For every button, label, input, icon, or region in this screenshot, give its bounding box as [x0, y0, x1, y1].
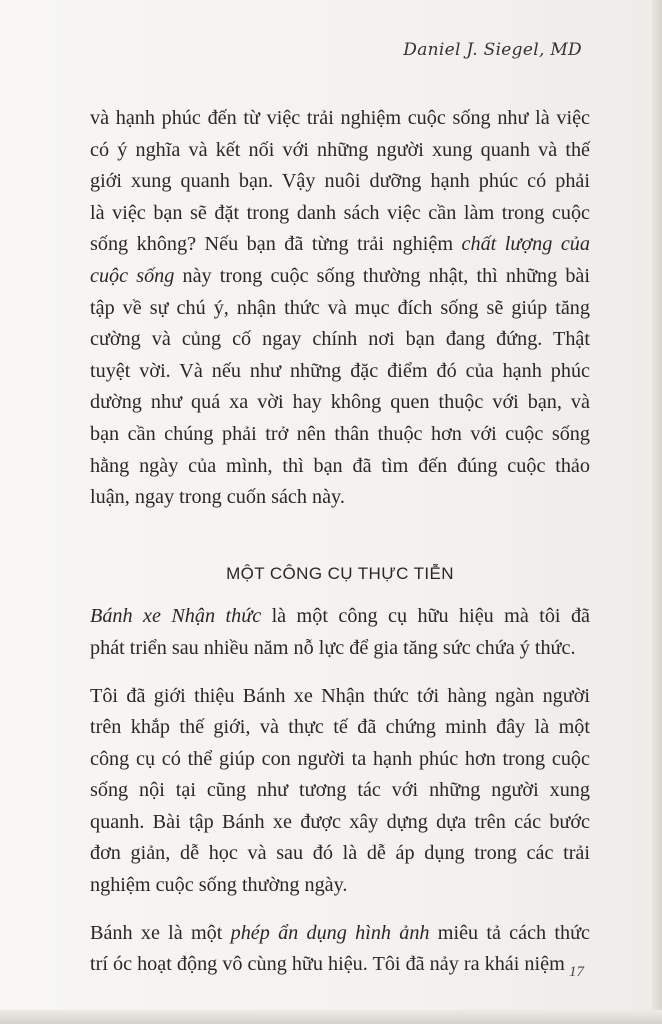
- text-run: tập về sự chú ý, nhận thức và mục đích sống sẽ giúp tăng: [90, 296, 590, 319]
- text-line: [90, 356, 590, 388]
- text-run: giới xung quanh bạn. Vậy nuôi dưỡng hạnh phúc có phải: [90, 170, 590, 193]
- paragraph-gap: [90, 665, 590, 681]
- page-edge-bottom: [0, 1010, 662, 1024]
- text-line: [90, 103, 590, 135]
- text-line: [90, 261, 590, 293]
- section-paragraphs: [90, 601, 590, 981]
- italic-text: phép ẩn dụng hình ảnh: [230, 921, 430, 944]
- italic-text: Bánh xe Nhận thức: [90, 605, 262, 628]
- text-run: là một công cụ hữu hiệu mà tôi đã: [261, 605, 590, 628]
- page-number: 17: [569, 964, 584, 980]
- text-line: [90, 198, 590, 230]
- paragraph: [90, 103, 590, 514]
- text-line: [90, 949, 590, 981]
- italic-text: cuộc sống: [90, 264, 175, 287]
- text-line: [90, 633, 590, 665]
- text-line: [90, 482, 590, 514]
- text-line: [90, 419, 590, 451]
- text-line: [90, 229, 590, 261]
- text-line: [90, 601, 590, 633]
- text-run: sống không? Nếu bạn đã từng trải nghiệm: [90, 233, 462, 256]
- text-line: [90, 387, 590, 419]
- body-text: [90, 103, 590, 981]
- text-run: Bánh xe là một: [90, 921, 231, 944]
- text-run: đơn giản, dễ học và sau đó là dễ áp dụng trong các trải: [90, 842, 590, 865]
- text-run: sống nội tại cũng như tương tác với những người xung: [90, 779, 590, 802]
- text-run: Tôi đã giới thiệu Bánh xe Nhận thức tới hàng ngàn người: [90, 684, 590, 707]
- paragraph-gap: [90, 902, 590, 918]
- text-line: [90, 744, 590, 776]
- paragraph: [90, 681, 590, 902]
- text-line: [90, 838, 590, 870]
- text-line: [90, 807, 590, 839]
- text-line: [90, 166, 590, 198]
- text-run: trên khắp thế giới, và thực tế đã chứng minh đây là một: [90, 716, 590, 739]
- text-run: này trong cuộc sống thường nhật, thì những bài: [174, 264, 590, 287]
- section-title: MỘT CÔNG CỤ THỰC TIỄN: [226, 563, 454, 583]
- text-run: hằng ngày của mình, thì bạn đã tìm đến đúng cuộc thảo: [90, 454, 590, 477]
- text-run: dường như quá xa vời hay không quen thuộc với bạn, và: [90, 391, 590, 414]
- text-line: [90, 712, 590, 744]
- running-header-author: Daniel J. Siegel, MD: [403, 40, 582, 60]
- text-line: [90, 681, 590, 713]
- text-run: tuyệt vời. Và nếu như những đặc điểm đó của hạnh phúc: [90, 359, 590, 382]
- text-run: luận, ngay trong cuốn sách này.: [90, 486, 345, 509]
- text-run: cường và củng cố ngay chính nơi bạn đang đứng. Thật: [90, 328, 590, 351]
- text-run: công cụ có thể giúp con người ta hạnh phúc hơn trong cuộc: [90, 747, 590, 770]
- italic-text: chất lượng của: [461, 233, 590, 256]
- text-run: miêu tả cách thức: [429, 921, 590, 944]
- text-run: bạn cần chúng phải trở nên thân thuộc hơn với cuộc sống: [90, 422, 590, 445]
- text-run: là việc bạn sẽ đặt trong danh sách việc cần làm trong cuộc: [90, 201, 590, 224]
- text-line: [90, 775, 590, 807]
- text-line: [90, 870, 590, 902]
- text-run: có ý nghĩa và kết nối với những người xung quanh và thế: [90, 138, 590, 161]
- paragraph: [90, 918, 590, 981]
- text-line: [90, 293, 590, 325]
- text-run: và hạnh phúc đến từ việc trải nghiệm cuộc sống như là việc: [90, 107, 590, 129]
- paragraph: [90, 601, 590, 664]
- text-run: quanh. Bài tập Bánh xe được xây dựng dựa trên các bước: [90, 810, 590, 833]
- text-line: [90, 324, 590, 356]
- text-run: nghiệm cuộc sống thường ngày.: [90, 874, 348, 897]
- intro-paragraphs: [90, 103, 590, 514]
- text-line: [90, 135, 590, 167]
- text-line: [90, 451, 590, 483]
- page-edge-right: [652, 0, 662, 1024]
- text-run: phát triển sau nhiều năm nỗ lực để gia tăng sức chứa ý thức.: [90, 636, 576, 659]
- text-run: trí óc hoạt động vô cùng hữu hiệu. Tôi đã nảy ra khái niệm: [90, 953, 565, 976]
- text-line: [90, 918, 590, 950]
